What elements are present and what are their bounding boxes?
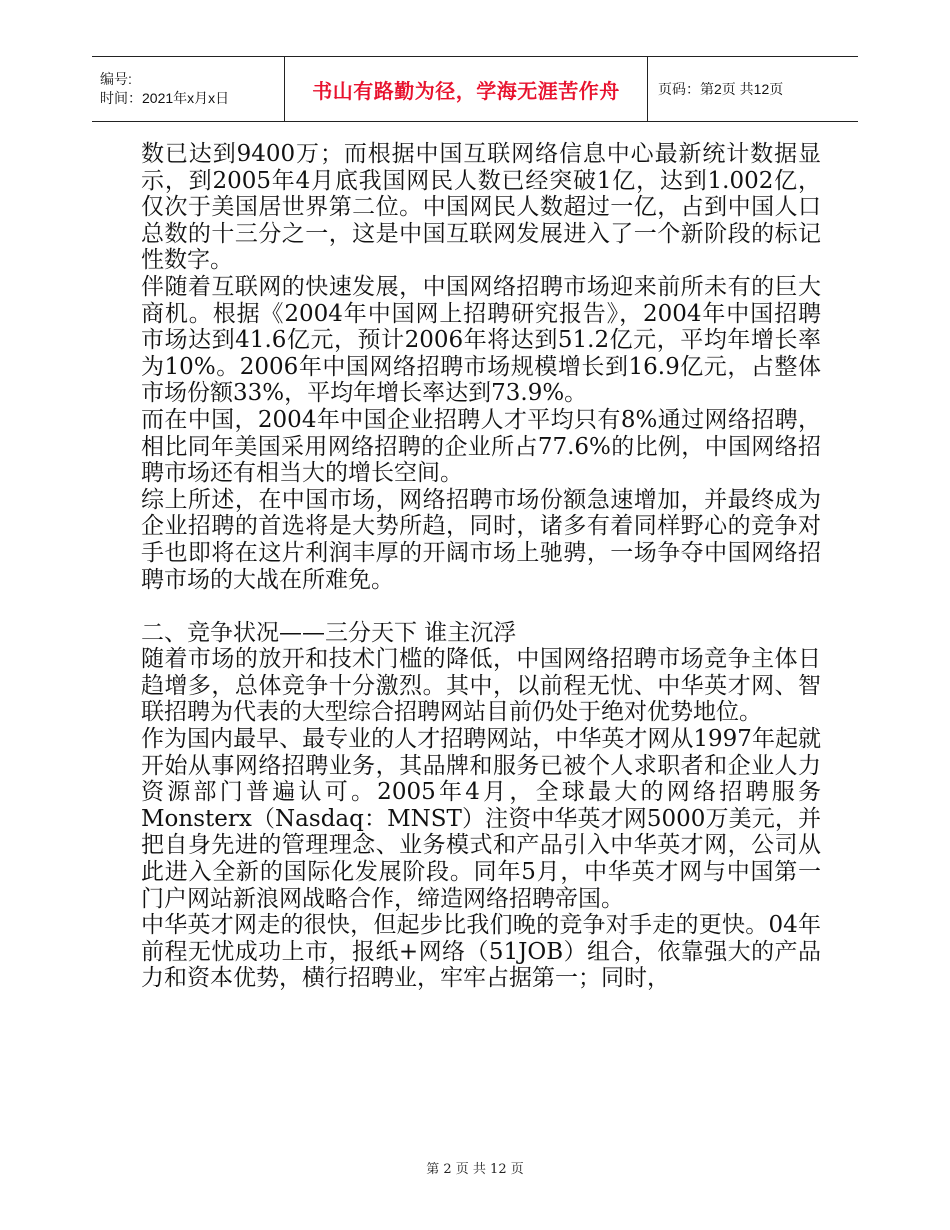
paragraph: 综上所述，在中国市场，网络招聘市场份额急速增加，并最终成为企业招聘的首选将是大势所趋，同时，诸多有着同样野心的竞争对手也即将在这片利润丰厚的开阔市场上驰骋，一场争夺中国网络招聘市场的大战在所难免。 <box>141 486 821 593</box>
paragraph: 作为国内最早、最专业的人才招聘网站，中华英才网从1997年起就开始从事网络招聘业务，其品牌和服务已被个人求职者和企业人力资源部门普遍认可。2005年4月，全球最大的网络招聘服务Monsterx（Nasdaq：MNST）注资中华英才网5000万美元，并把自身先进的管理理念、业务模式和产品引入中华英才网，公司从此进入全新的国际化发展阶段。同年5月，中华英才网与中国第一门户网站新浪网战略合作，缔造网络招聘帝国。 <box>141 726 821 912</box>
page-header <box>92 56 858 122</box>
section-heading: 二、竞争状况——三分天下 谁主沉浮 <box>141 619 517 646</box>
paragraph: 数已达到9400万；而根据中国互联网络信息中心最新统计数据显示，到2005年4月底我国网民人数已经突破1亿，达到1.002亿，仅次于美国居世界第二位。中国网民人数超过一亿，占到中国人口总数的十三分之一，这是中国互联网发展进入了一个新阶段的标记性数字。 <box>141 141 821 274</box>
header-motto: 书山有路勤为径，学海无涯苦作舟 <box>284 57 648 121</box>
document-body <box>141 141 821 992</box>
document-number-label: 编号: <box>100 71 132 87</box>
page-footer: 第 2 页 共 12 页 <box>426 1162 524 1177</box>
header-page-info: 页码：第2页 共12页 <box>658 81 784 97</box>
paragraph: 而在中国，2004年中国企业招聘人才平均只有8%通过网络招聘，相比同年美国采用网络招聘的企业所占77.6%的比例，中国网络招聘市场还有相当大的增长空间。 <box>141 406 821 487</box>
blank-line <box>141 593 821 620</box>
paragraph: 伴随着互联网的快速发展，中国网络招聘市场迎来前所未有的巨大商机。根据《2004年中国网上招聘研究报告》，2004年中国招聘市场达到41.6亿元，预计2006年将达到51.2亿元，平均年增长率为10%。2006年中国网络招聘市场规模增长到16.9亿元，占整体市场份额33%，平均年增长率达到73.9%。 <box>141 273 821 407</box>
header-meta <box>92 57 284 121</box>
paragraph: 随着市场的放开和技术门槛的降低，中国网络招聘市场竞争主体日趋增多，总体竞争十分激烈。其中，以前程无忧、中华英才网、智联招聘为代表的大型综合招聘网站目前仍处于绝对优势地位。 <box>141 646 821 726</box>
document-time: 时间：2021年x月x日 <box>100 90 230 106</box>
paragraph: 中华英才网走的很快，但起步比我们晚的竞争对手走的更快。04年前程无忧成功上市，报纸+网络（51JOB）组合，依靠强大的产品力和资本优势，横行招聘业，牢牢占据第一；同时， <box>141 912 821 992</box>
